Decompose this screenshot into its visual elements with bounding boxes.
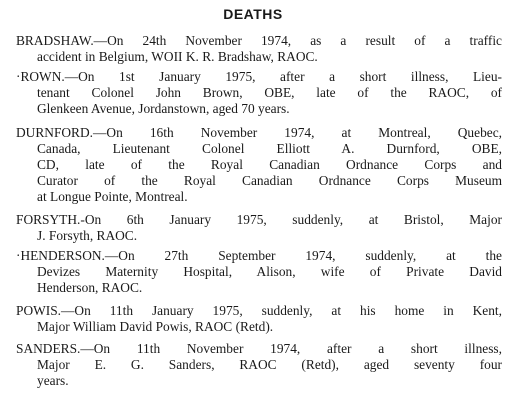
notice-line: ·HENDERSON.—On 27th September 1974, suddenly, at the: [16, 248, 502, 263]
notice-line: Major William David Powis, RAOC (Retd).: [37, 319, 274, 334]
notice-line: Devizes Maternity Hospital, Alison, wife of Private David: [37, 264, 502, 279]
notice-line: BRADSHAW.—On 24th November 1974, as a result of a traffic: [16, 33, 502, 48]
notice-line: Glenkeen Avenue, Jordanstown, aged 70 years.: [37, 101, 290, 116]
death-notice-sanders: [16, 341, 502, 389]
notice-line: Henderson, RAOC.: [37, 280, 143, 295]
death-notice-bradshaw: [16, 33, 502, 65]
deaths-heading: DEATHS: [223, 6, 283, 22]
death-notice-forsyth: [16, 212, 502, 244]
notice-line: years.: [37, 373, 69, 388]
notice-line: ·ROWN.—On 1st January 1975, after a short illness, Lieu-: [16, 69, 502, 84]
death-notice-powis: [16, 303, 502, 335]
notice-line: DURNFORD.—On 16th November 1974, at Montreal, Quebec,: [16, 125, 502, 140]
death-notice-henderson: [16, 248, 502, 296]
death-notice-brown: [16, 69, 502, 117]
notice-line: CD, late of the Royal Canadian Ordnance Corps and: [37, 157, 502, 172]
notice-line: SANDERS.—On 11th November 1974, after a short illness,: [16, 341, 502, 356]
notice-line: FORSYTH.-On 6th January 1975, suddenly, at Bristol, Major: [16, 212, 502, 227]
death-notice-durnford: [16, 125, 502, 205]
notice-line: J. Forsyth, RAOC.: [37, 228, 138, 243]
notice-line: at Longue Pointe, Montreal.: [37, 189, 188, 204]
notice-line: tenant Colonel John Brown, OBE, late of the RAOC, of: [37, 85, 502, 100]
notice-line: Major E. G. Sanders, RAOC (Retd), aged seventy four: [37, 357, 502, 372]
notice-line: Curator of the Royal Canadian Ordnance Corps Museum: [37, 173, 502, 188]
notice-line: POWIS.—On 11th January 1975, suddenly, at his home in Kent,: [16, 303, 502, 318]
notice-line: accident in Belgium, WOII K. R. Bradshaw, RAOC.: [37, 49, 318, 64]
notice-line: Canada, Lieutenant Colonel Elliott A. Durnford, OBE,: [37, 141, 502, 156]
